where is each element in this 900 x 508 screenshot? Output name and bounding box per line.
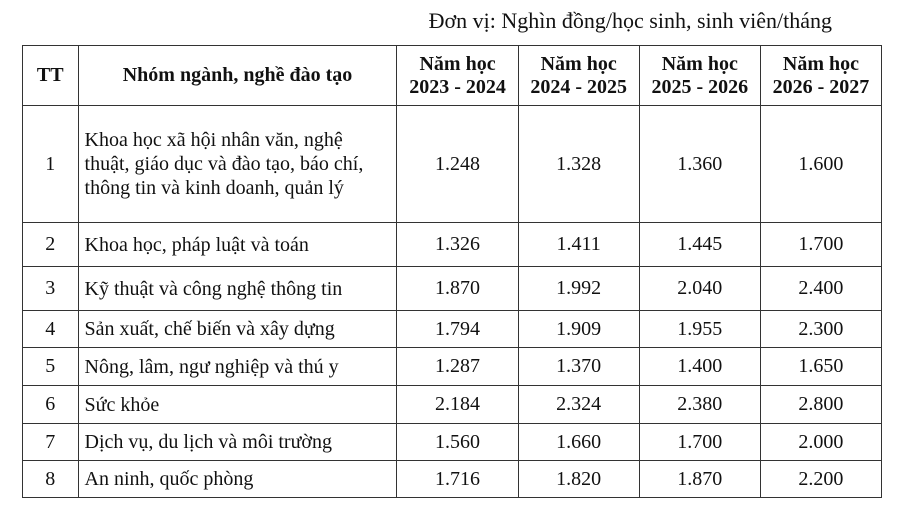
group-name: An ninh, quốc phòng <box>78 461 397 498</box>
table-row <box>23 348 882 386</box>
row-number: 6 <box>23 386 79 424</box>
tuition-value: 2.380 <box>639 386 760 424</box>
header-tt: TT <box>23 46 79 106</box>
tuition-value: 1.716 <box>397 461 518 498</box>
tuition-value: 2.200 <box>760 461 881 498</box>
table-row <box>23 106 882 223</box>
tuition-value: 1.360 <box>639 106 760 223</box>
row-number: 7 <box>23 424 79 461</box>
row-number: 3 <box>23 267 79 311</box>
tuition-value: 1.700 <box>760 223 881 267</box>
tuition-value: 1.870 <box>639 461 760 498</box>
header-group: Nhóm ngành, nghề đào tạo <box>78 46 397 106</box>
group-name: Khoa học xã hội nhân văn, nghệ thuật, giáo dục và đào tạo, báo chí, thông tin và kinh doanh, quản lý <box>78 106 397 223</box>
table-row <box>23 267 882 311</box>
tuition-value: 1.700 <box>639 424 760 461</box>
row-number: 2 <box>23 223 79 267</box>
tuition-value: 1.870 <box>397 267 518 311</box>
header-year: Năm học 2024 - 2025 <box>518 46 639 106</box>
tuition-value: 1.909 <box>518 311 639 348</box>
tuition-value: 1.660 <box>518 424 639 461</box>
table-row <box>23 223 882 267</box>
group-name: Sức khỏe <box>78 386 397 424</box>
group-name: Khoa học, pháp luật và toán <box>78 223 397 267</box>
group-name: Dịch vụ, du lịch và môi trường <box>78 424 397 461</box>
tuition-value: 1.370 <box>518 348 639 386</box>
row-number: 8 <box>23 461 79 498</box>
row-number: 5 <box>23 348 79 386</box>
row-number: 4 <box>23 311 79 348</box>
tuition-value: 1.326 <box>397 223 518 267</box>
tuition-value: 1.650 <box>760 348 881 386</box>
tuition-value: 2.184 <box>397 386 518 424</box>
tuition-value: 2.800 <box>760 386 881 424</box>
header-year: Năm học 2023 - 2024 <box>397 46 518 106</box>
group-name: Kỹ thuật và công nghệ thông tin <box>78 267 397 311</box>
row-number: 1 <box>23 106 79 223</box>
tuition-value: 1.820 <box>518 461 639 498</box>
group-name: Nông, lâm, ngư nghiệp và thú y <box>78 348 397 386</box>
tuition-value: 2.000 <box>760 424 881 461</box>
tuition-value: 2.300 <box>760 311 881 348</box>
tuition-value: 2.040 <box>639 267 760 311</box>
tuition-value: 1.411 <box>518 223 639 267</box>
tuition-value: 2.324 <box>518 386 639 424</box>
tuition-value: 1.560 <box>397 424 518 461</box>
tuition-value: 1.794 <box>397 311 518 348</box>
tuition-value: 1.287 <box>397 348 518 386</box>
header-year: Năm học 2025 - 2026 <box>639 46 760 106</box>
header-year: Năm học 2026 - 2027 <box>760 46 881 106</box>
tuition-value: 1.248 <box>397 106 518 223</box>
table-header-row <box>23 46 882 106</box>
table-row <box>23 461 882 498</box>
tuition-value: 1.328 <box>518 106 639 223</box>
tuition-value: 2.400 <box>760 267 881 311</box>
unit-note: Đơn vị: Nghìn đồng/học sinh, sinh viên/tháng <box>428 8 832 33</box>
table-row <box>23 424 882 461</box>
table-row <box>23 311 882 348</box>
table-row <box>23 386 882 424</box>
tuition-value: 1.955 <box>639 311 760 348</box>
group-name: Sản xuất, chế biến và xây dựng <box>78 311 397 348</box>
tuition-value: 1.600 <box>760 106 881 223</box>
tuition-value: 1.445 <box>639 223 760 267</box>
tuition-table <box>22 45 882 498</box>
tuition-value: 1.400 <box>639 348 760 386</box>
tuition-value: 1.992 <box>518 267 639 311</box>
